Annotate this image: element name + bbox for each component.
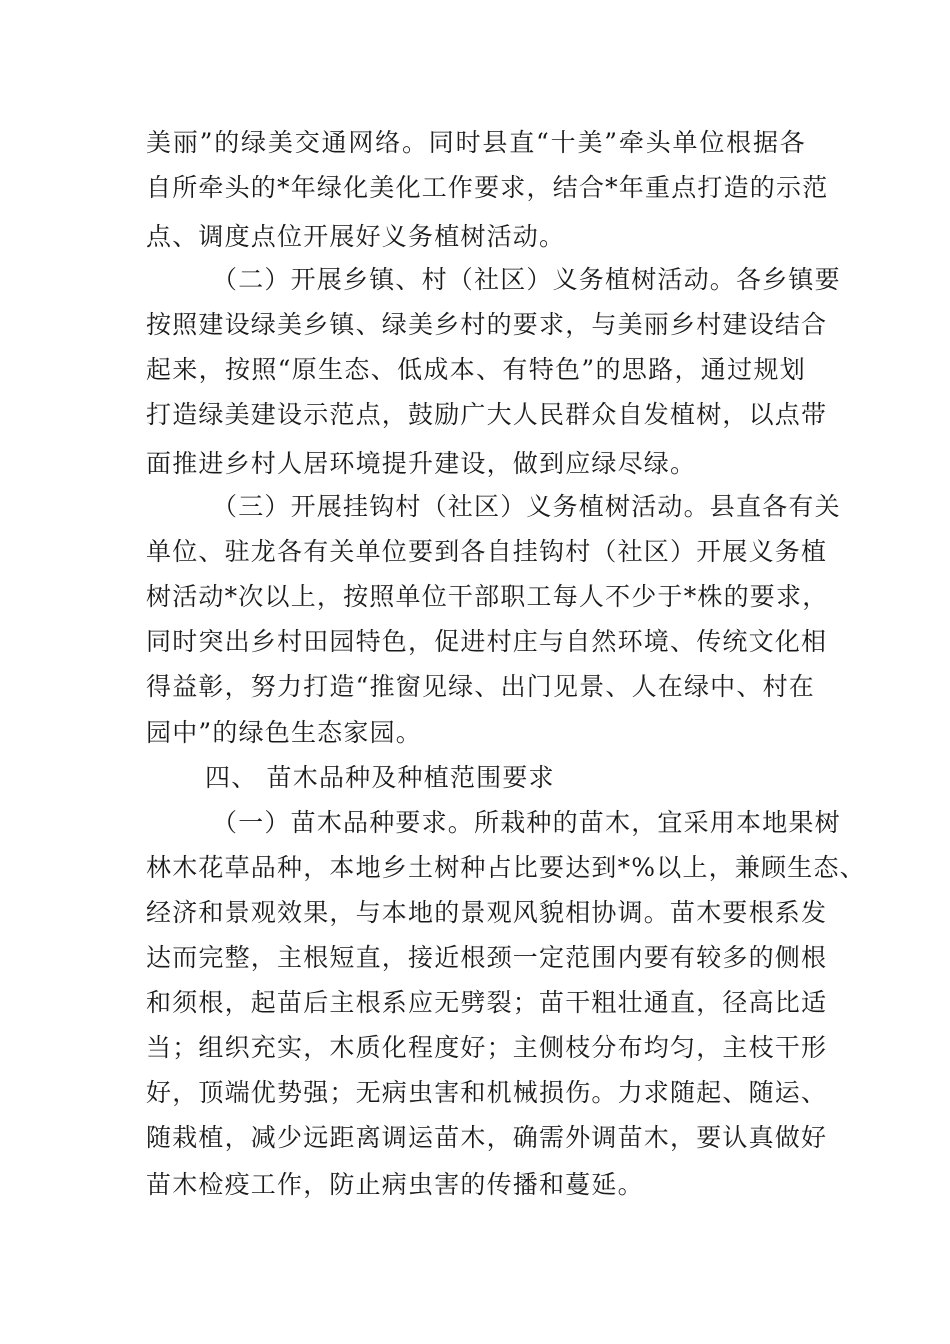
body-text-line: 得益彰，努力打造“推窗见绿、出门见景、人在绿中、村在 <box>146 672 815 701</box>
body-text-line: 树活动*次以上，按照单位干部职工每人不少于*株的要求， <box>146 582 829 611</box>
body-text-line: 单位、驻龙各有关单位要到各自挂钩村（社区）开展义务植 <box>146 537 828 566</box>
paragraph-heading-line: （一）苗木品种要求。所栽种的苗木，宜采用本地果树 <box>212 808 841 837</box>
body-text-line: 点、调度点位开展好义务植树活动。 <box>146 222 566 251</box>
paragraph-heading-line: （二）开展乡镇、村（社区）义务植树活动。各乡镇要 <box>212 265 841 294</box>
body-text-line: 达而完整，主根短直，接近根颈一定范围内要有较多的侧根 <box>146 943 828 972</box>
body-text-line: 起来，按照“原生态、低成本、有特色”的思路，通过规划 <box>146 355 806 384</box>
body-text-line: 按照建设绿美乡镇、绿美乡村的要求，与美丽乡村建设结合 <box>146 310 828 339</box>
body-text-line: 面推进乡村人居环境提升建设，做到应绿尽绿。 <box>146 449 697 478</box>
body-text-line: 随栽植，减少远距离调运苗木，确需外调苗木，要认真做好 <box>146 1123 828 1152</box>
body-text-line: 经济和景观效果，与本地的景观风貌相协调。苗木要根系发 <box>146 898 828 927</box>
body-text-line: 好，顶端优势强；无病虫害和机械损伤。力求随起、随运、 <box>146 1078 828 1107</box>
body-text-line: 当；组织充实，木质化程度好；主侧枝分布均匀，主枝干形 <box>146 1033 828 1062</box>
body-text-line: 和须根，起苗后主根系应无劈裂；苗干粗壮通直，径高比适 <box>146 988 828 1017</box>
body-text-line: 打造绿美建设示范点，鼓励广大人民群众自发植树，以点带 <box>146 400 828 429</box>
body-text-line: 自所牵头的*年绿化美化工作要求，结合*年重点打造的示范 <box>146 173 829 202</box>
section-heading: 四、 苗木品种及种植范围要求 <box>205 763 555 792</box>
body-text-line: 美丽”的绿美交通网络。同时县直“十美”牵头单位根据各 <box>146 128 806 157</box>
body-text-line: 苗木检疫工作，防止病虫害的传播和蔓延。 <box>146 1170 644 1199</box>
paragraph-heading-line: （三）开展挂钩村（社区）义务植树活动。县直各有关 <box>212 492 841 521</box>
body-text-line: 同时突出乡村田园特色，促进村庄与自然环境、传统文化相 <box>146 627 828 656</box>
body-text-line: 林木花草品种，本地乡土树种占比要达到*%以上，兼顾生态、 <box>146 853 866 882</box>
body-text-line: 园中”的绿色生态家园。 <box>146 718 422 747</box>
